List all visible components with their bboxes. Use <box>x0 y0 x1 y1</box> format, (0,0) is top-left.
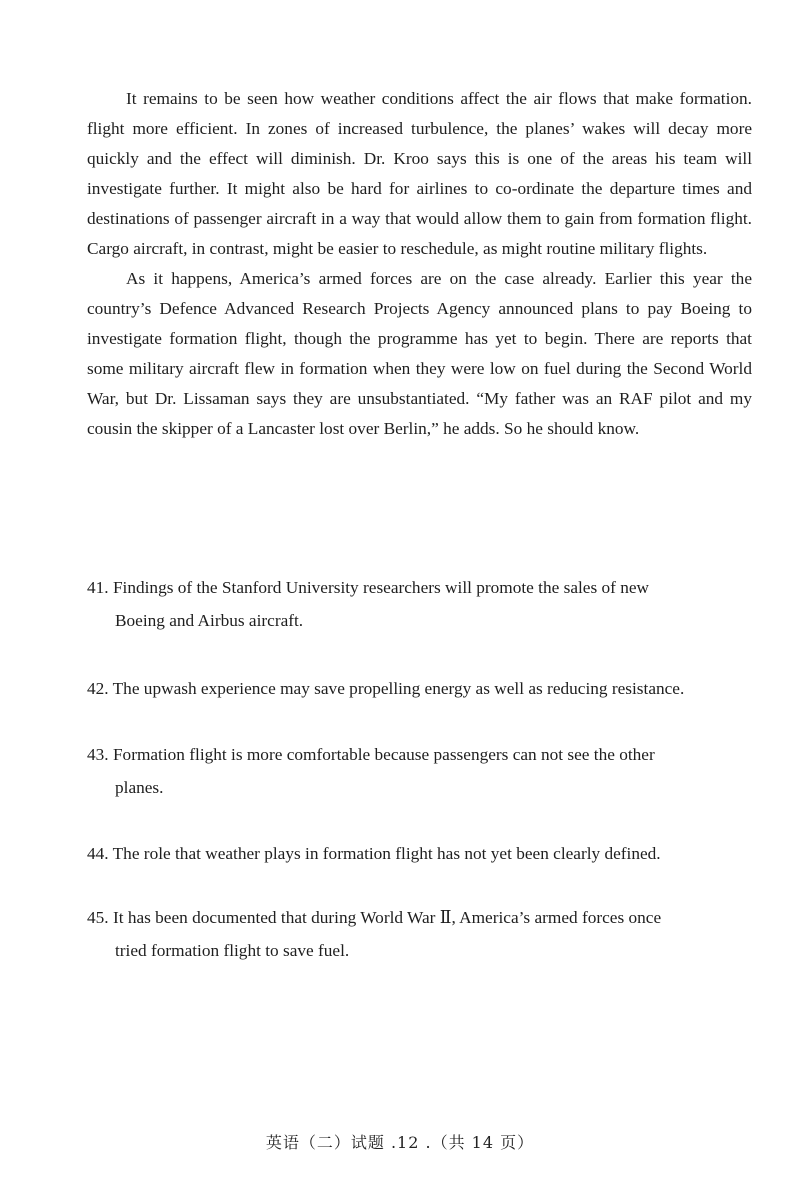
question-number: 41. <box>87 578 109 597</box>
reading-passage <box>87 84 752 444</box>
question-44 <box>87 837 752 870</box>
question-text-line1: Findings of the Stanford University researchers will promote the sales of new <box>112 578 650 597</box>
question-text-line2: tried formation flight to save fuel. <box>115 941 350 960</box>
question-45 <box>87 901 752 967</box>
question-43 <box>87 738 752 804</box>
question-text-line2: planes. <box>115 778 164 797</box>
question-text-line1: Formation flight is more comfortable because passengers can not see the other <box>112 745 655 764</box>
question-42 <box>87 672 752 705</box>
passage-paragraph-1: It remains to be seen how weather conditions affect the air flows that make formation. flight more efficient. In zones of increased turbulence, the planes’ wakes will decay more quickly and the effect will diminish. Dr. Kroo says this is one of the areas his team will investigate further. It might also be hard for airlines to co-ordinate the departure times and destinations of passenger aircraft in a way that would allow them to gain from formation flight. Cargo aircraft, in contrast, might be easier to reschedule, as might routine military flights. <box>87 89 752 258</box>
question-text-line1: The role that weather plays in formation flight has not yet been clearly defined. <box>112 844 661 863</box>
question-number: 43. <box>87 745 109 764</box>
page-footer: 英语（二）试题 .12 .（共 14 页） <box>265 1133 535 1152</box>
question-number: 45. <box>87 908 109 927</box>
question-text-line1: The upwash experience may save propelling energy as well as reducing resistance. <box>112 679 685 698</box>
question-number: 44. <box>87 844 109 863</box>
passage-paragraph-2: As it happens, America’s armed forces are on the case already. Earlier this year the country’s Defence Advanced Research Projects Agency announced plans to pay Boeing to investigate formation flight, though the programme has yet to begin. There are reports that some military aircraft flew in formation when they were low on fuel during the Second World War, but Dr. Lissaman says they are unsubstantiated. “My father was an RAF pilot and my cousin the skipper of a Lancaster lost over Berlin,” he adds. So he should know. <box>87 269 752 438</box>
question-41 <box>87 571 752 637</box>
question-text-line1: It has been documented that during World War Ⅱ, America’s armed forces once <box>112 908 662 927</box>
question-number: 42. <box>87 679 109 698</box>
question-text-line2: Boeing and Airbus aircraft. <box>115 611 304 630</box>
